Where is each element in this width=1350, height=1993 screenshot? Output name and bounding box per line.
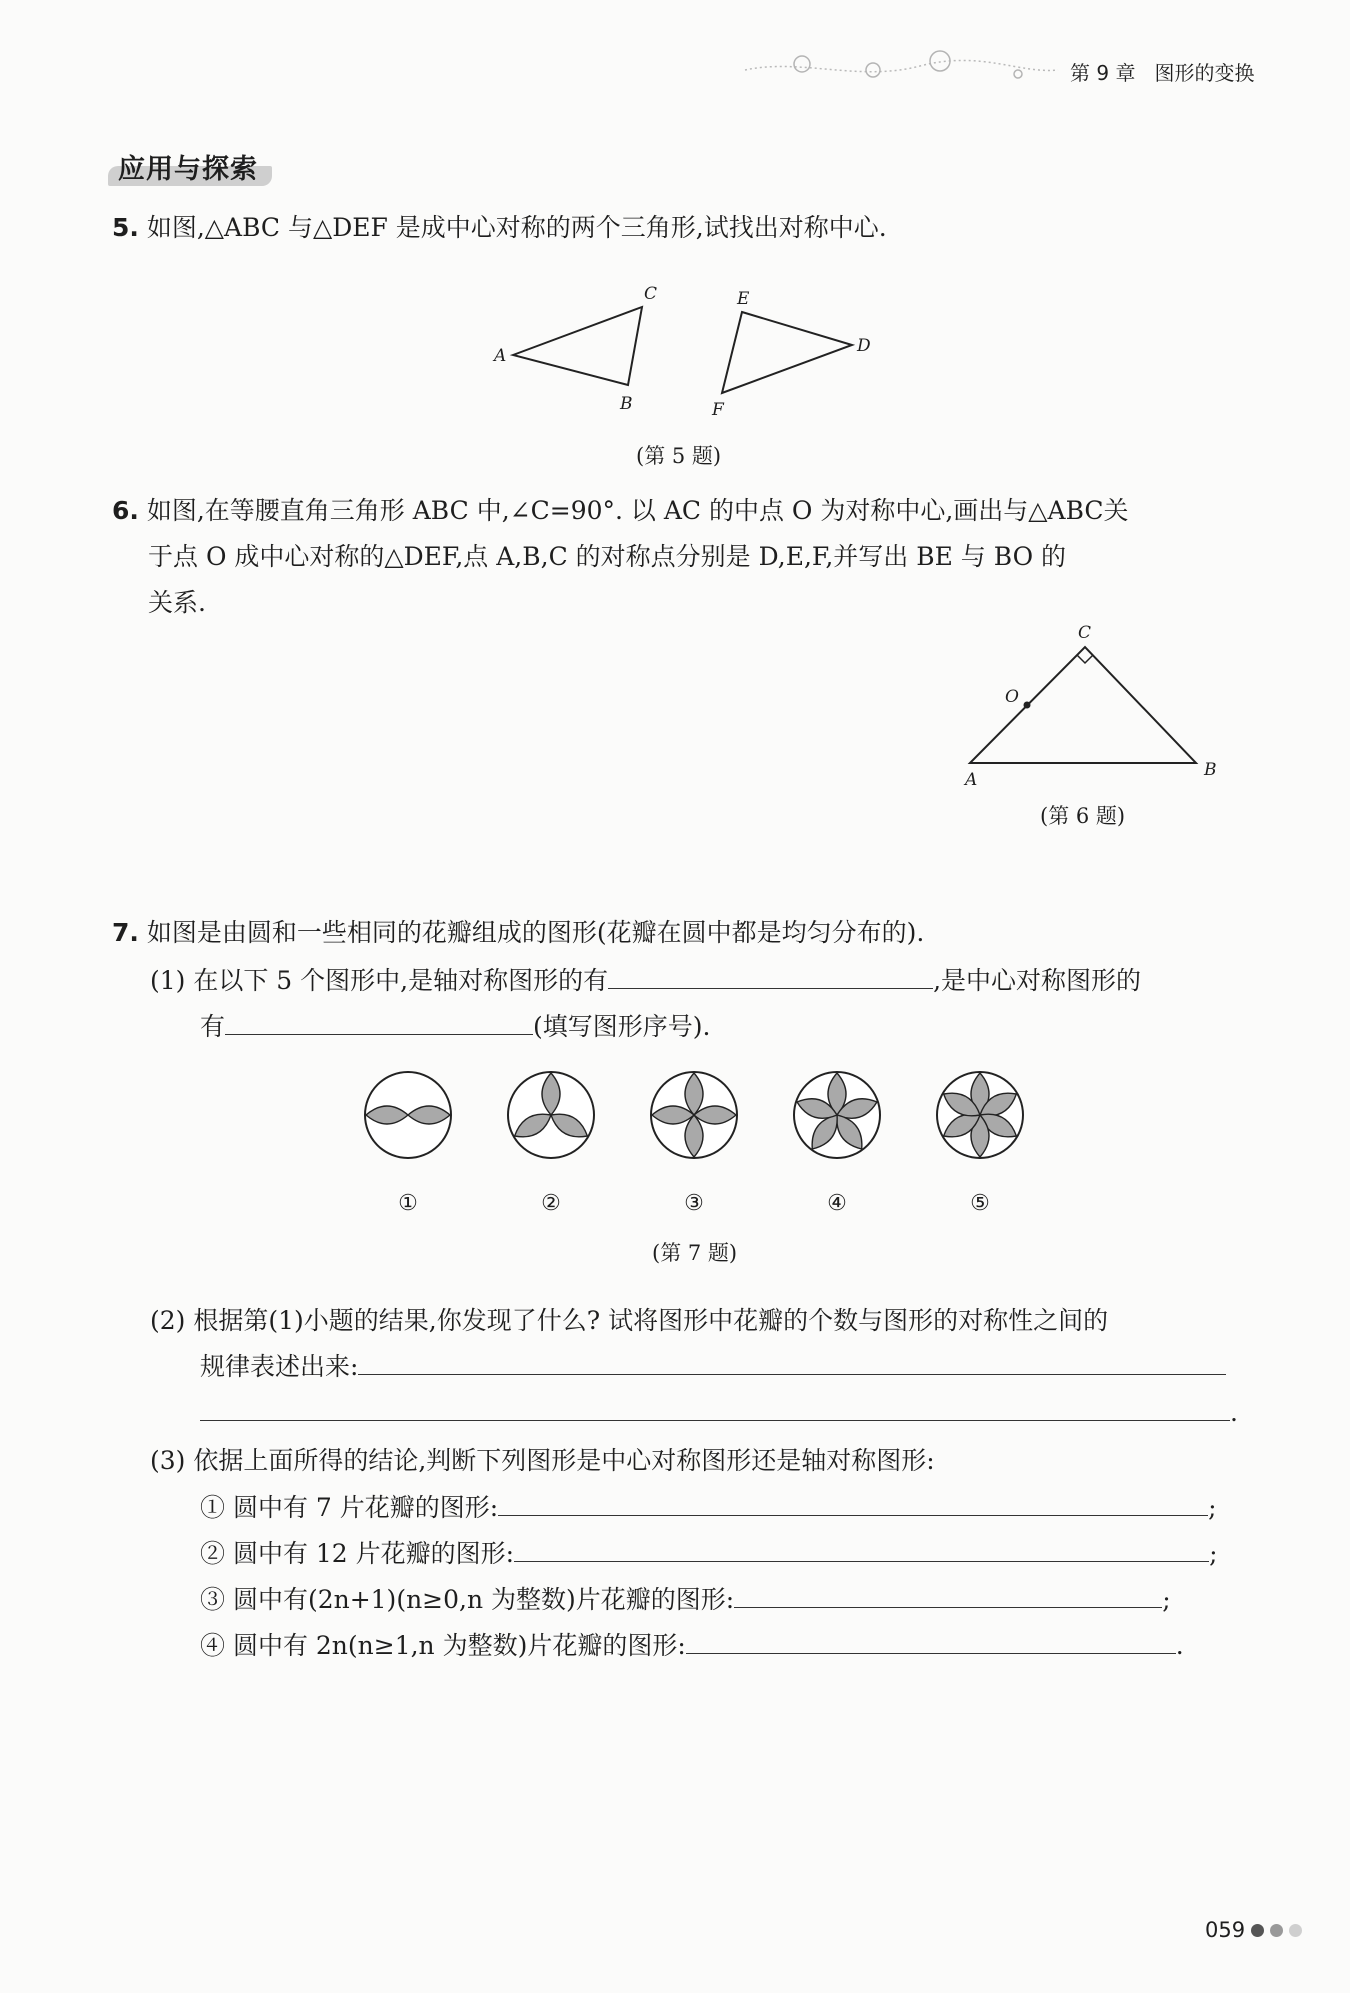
- item-2-end: ;: [1209, 1539, 1218, 1568]
- triangle-abc: [513, 307, 642, 385]
- q7-part1-d: (填写图形序号).: [533, 1012, 711, 1041]
- q7-item-2: [200, 1531, 1218, 1577]
- q7-figures: [350, 1065, 1050, 1225]
- q7-part2-b: 规律表述出来:: [200, 1352, 359, 1381]
- item-3-end: ;: [1162, 1585, 1171, 1614]
- right-angle-mark: [1077, 655, 1093, 663]
- q6-figure: [950, 620, 1230, 790]
- label-b: B: [620, 394, 633, 414]
- q7-part1-a: (1) 在以下 5 个图形中,是轴对称图形的有: [150, 966, 609, 995]
- q6-line3: 关系.: [148, 588, 206, 617]
- figure-label-5: ⑤: [970, 1191, 990, 1216]
- answer-blank-item-2[interactable]: [514, 1535, 1209, 1562]
- page-footer: [1205, 1918, 1302, 1942]
- chapter-label: 第 9 章: [1070, 61, 1136, 85]
- section-title: 应用与探索: [118, 154, 258, 185]
- dot-light: [1289, 1924, 1302, 1937]
- label-d: D: [857, 336, 871, 356]
- q7-part3-intro: (3) 依据上面所得的结论,判断下列图形是中心对称图形还是轴对称图形:: [150, 1446, 935, 1475]
- q7-part1-line2: [200, 1004, 710, 1050]
- q7-item-3: [200, 1577, 1171, 1623]
- q7-item-4: [200, 1623, 1184, 1669]
- flower-figure-5: [937, 1072, 1023, 1216]
- triangle-def: [722, 312, 852, 393]
- flower-figure-4: [794, 1072, 880, 1216]
- q6-body-1: 如图,在等腰直角三角形 ABC 中,∠C=90°. 以 AC 的中点 O 为对称中心,画出与△ABC关: [146, 496, 1129, 525]
- item-3-text: ③ 圆中有(2n+1)(n≥0,n 为整数)片花瓣的图形:: [200, 1585, 735, 1614]
- q6-number: 6.: [112, 496, 139, 525]
- dot-dark: [1251, 1924, 1264, 1937]
- label-e: E: [737, 289, 750, 309]
- answer-blank-item-3[interactable]: [734, 1581, 1162, 1608]
- flower-figure-1: [365, 1072, 451, 1216]
- header-ornament: [740, 48, 1060, 88]
- item-4-end: .: [1175, 1631, 1184, 1660]
- dot-mid: [1270, 1924, 1283, 1937]
- q5-body: 如图,△ABC 与△DEF 是成中心对称的两个三角形,试找出对称中心.: [146, 213, 887, 242]
- label-f: F: [712, 400, 724, 420]
- label-c: C: [1078, 623, 1092, 643]
- q7-intro: [112, 910, 924, 956]
- q7-part2-line2: [200, 1344, 1226, 1390]
- page-number: 059: [1205, 1918, 1246, 1942]
- answer-blank-item-4[interactable]: [686, 1627, 1176, 1654]
- figure-label-3: ③: [684, 1191, 704, 1216]
- item-2-text: ② 圆中有 12 片花瓣的图形:: [200, 1539, 515, 1568]
- label-b: B: [1204, 760, 1217, 780]
- flower-figure-2: [508, 1072, 594, 1216]
- q5-caption: (第 5 题): [636, 444, 722, 468]
- q6-line2: 于点 O 成中心对称的△DEF,点 A,B,C 的对称点分别是 D,E,F,并写出 BE 与 BO 的: [148, 542, 1067, 571]
- label-a: A: [965, 770, 978, 790]
- answer-blank-rule-1[interactable]: [358, 1348, 1226, 1375]
- section-heading: [108, 147, 272, 186]
- q6-line1: [112, 488, 1129, 534]
- q7-part1-b: ,是中心对称图形的: [933, 966, 1142, 995]
- item-1-end: ;: [1208, 1493, 1217, 1522]
- chapter-title: 图形的变换: [1154, 61, 1255, 85]
- period: .: [1230, 1398, 1238, 1427]
- answer-blank-center[interactable]: [225, 1008, 533, 1035]
- q7-intro-text: 如图是由圆和一些相同的花瓣组成的图形(花瓣在圆中都是均匀分布的).: [146, 918, 925, 947]
- label-c: C: [644, 284, 658, 304]
- q5-number: 5.: [112, 213, 139, 242]
- figure-label-2: ②: [541, 1191, 561, 1216]
- q5-text: [112, 205, 887, 251]
- page-header: [1070, 57, 1255, 86]
- q7-part2-line1: (2) 根据第(1)小题的结果,你发现了什么? 试将图形中花瓣的个数与图形的对称性之间的: [150, 1306, 1109, 1335]
- item-1-text: ① 圆中有 7 片花瓣的图形:: [200, 1493, 499, 1522]
- q7-item-1: [200, 1485, 1217, 1531]
- label-o: O: [1005, 687, 1019, 707]
- q6-caption: (第 6 题): [1040, 804, 1126, 828]
- figure-label-4: ④: [827, 1191, 847, 1216]
- figure-label-1: ①: [398, 1191, 418, 1216]
- q7-part2-line3: [200, 1390, 1238, 1436]
- q7-caption: (第 7 题): [652, 1241, 738, 1265]
- item-4-text: ④ 圆中有 2n(n≥1,n 为整数)片花瓣的图形:: [200, 1631, 686, 1660]
- q7-number: 7.: [112, 918, 139, 947]
- answer-blank-item-1[interactable]: [498, 1489, 1208, 1516]
- answer-blank-axis[interactable]: [608, 962, 933, 989]
- q7-part1-c: 有: [200, 1012, 226, 1041]
- label-a: A: [494, 346, 507, 366]
- q5-figure: [480, 275, 900, 425]
- answer-blank-rule-2[interactable]: [200, 1394, 1230, 1421]
- triangle-abc-right: [970, 647, 1196, 763]
- midpoint-o: [1024, 702, 1031, 709]
- q7-part1-line1: [150, 958, 1141, 1004]
- flower-figure-3: [651, 1072, 737, 1216]
